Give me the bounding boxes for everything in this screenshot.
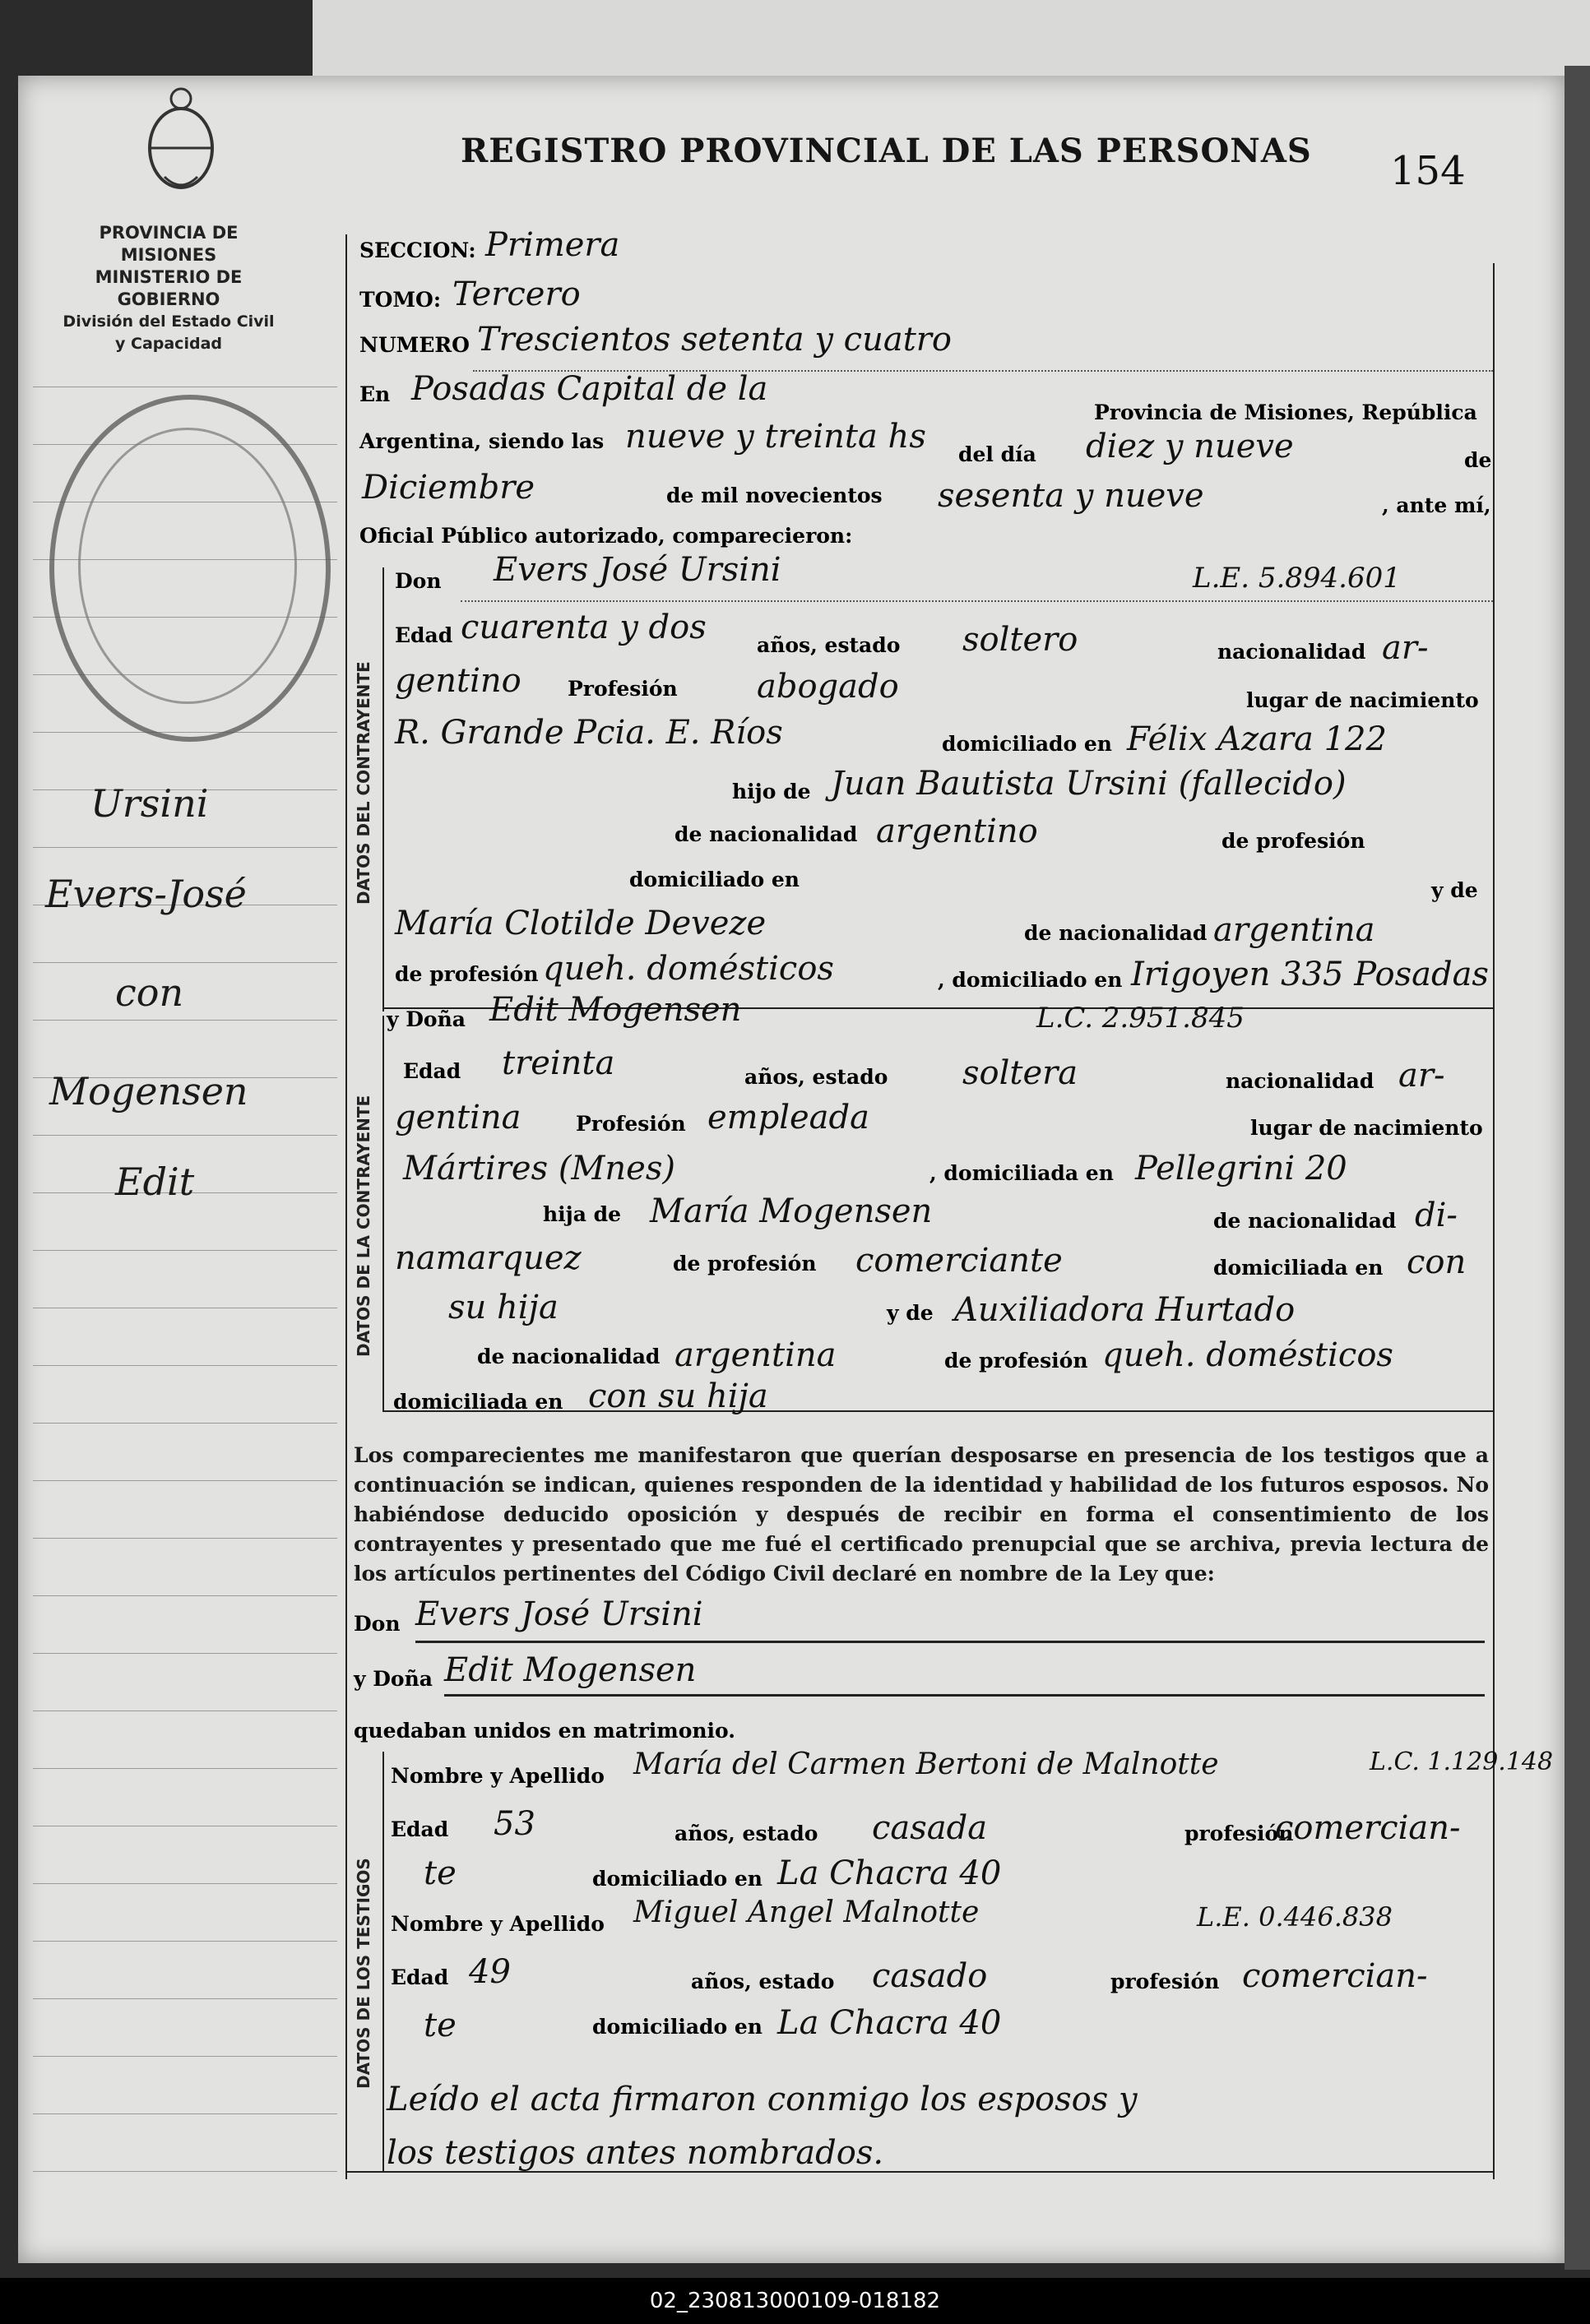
tomo-label: TOMO: [359,288,442,312]
image-id-text: 02_230813000109-018182 [649,2289,941,2313]
groom-edad: cuarenta y dos [461,609,707,646]
groom-name-line [461,600,1493,602]
bride-madre-prof: queh. domésticos [1102,1336,1393,1374]
issuing-authority [49,222,288,355]
bride-padre-prof-label: de profesión [673,1252,817,1275]
decl-dona-name: Edit Mogensen [444,1651,697,1689]
t2-doc: L.E. 0.446.838 [1197,1901,1393,1933]
coat-of-arms-icon [140,82,222,197]
groom-lugar: R. Grande Pcia. E. Ríos [395,714,783,752]
bride-prof-label: Profesión [576,1112,686,1136]
bride-padre-nac-label: de nacionalidad [1213,1209,1397,1233]
groom-madre-nac-label: de nacionalidad [1024,921,1208,945]
bride-madre-dom: con su hija [588,1377,768,1415]
declaration-text: Los comparecientes me manifestaron que querían desposarse en presencia de los testigos que a continuación se indican, quienes responden de la identidad y habilidad de los futuros esposos. No habiéndose deducido oposición y después de recibir en forma el consentimiento de los contrayentes y presentado que me fué el certificado prenupcial que se archiva, previa lectura de los artículos pertinentes del Código Civil declaré en nombre de la Ley que: [354,1443,1489,1586]
decl-don-label: Don [354,1612,401,1636]
bride-padre-dom-cont: su hija [448,1289,559,1326]
page-number: 154 [1390,148,1466,194]
groom-madre-nac: argentina [1213,911,1375,949]
bride-padre-dom-label: domiciliada en [1213,1256,1384,1280]
t2-prof-cont: te [424,2007,457,2044]
groom-madre-prof-label: de profesión [395,962,539,986]
don-label: Don [395,569,442,593]
page-title: REGISTRO PROVINCIAL DE LAS PERSONAS [461,132,1312,170]
groom-estado: soltero [962,621,1078,659]
t2-prof-label: profesión [1110,1970,1220,1993]
bride-padre-nac: di- [1415,1197,1458,1234]
groom-lugar-label: lugar de nacimiento [1246,688,1479,712]
unidos-text: quedaban unidos en matrimonio. [354,1719,735,1743]
groom-madre-prof: queh. domésticos [543,950,834,988]
groom-padre-nac-label: de nacionalidad [674,822,858,846]
t1-label: Nombre y Apellido [391,1764,605,1788]
groom-name: Evers José Ursini [494,551,781,589]
bride-padre-nac-cont: namarquez [395,1239,582,1277]
mil-label: de mil novecientos [666,484,883,507]
groom-yde-label: y de [1431,878,1478,902]
t2-name: Miguel Angel Malnotte [633,1896,980,1929]
bride-nac-label: nacionalidad [1226,1069,1374,1093]
groom-padre: Juan Bautista Ursini (fallecido) [831,765,1347,803]
bride-padre: María Mogensen [650,1192,933,1230]
t2-edad: 49 [469,1953,511,1991]
t1-doc: L.C. 1.129.148 [1370,1748,1554,1776]
bride-dom-label: , domiciliada en [929,1161,1114,1185]
official-stamp-inner [78,428,297,704]
t1-edad-label: Edad [391,1817,449,1841]
bride-padre-dom: con [1407,1243,1467,1281]
en-label: En [359,382,391,406]
t2-label: Nombre y Apellido [391,1912,605,1936]
book-top-edge [313,0,1590,76]
dia-value: diez y nueve [1086,428,1294,465]
bride-padre-prof: comerciante [855,1242,1063,1280]
decl-dona-label: y Doña [354,1667,433,1691]
anio-value: sesenta y nueve [938,477,1204,515]
groom-edad-label: Edad [395,623,453,647]
margin-note-con: con [115,970,184,1015]
groom-domicilio: Félix Azara 122 [1127,720,1387,758]
contrayente-box-left [382,567,384,1012]
groom-dom-label: domiciliado en [942,732,1112,756]
t2-estado: casado [872,1957,988,1995]
argentina-text: Argentina, siendo las [359,429,605,453]
groom-hijo-label: hijo de [732,780,811,803]
margin-note-surname: Ursini [90,781,209,826]
testigos-box-left [382,1752,384,2171]
t1-dom-label: domiciliado en [592,1867,763,1891]
bride-nac: ar- [1398,1057,1445,1095]
bride-madre-nac: argentina [674,1336,837,1374]
book-right-edge [1565,66,1590,2270]
numero-value: Trescientos setenta y cuatro [477,321,952,359]
tomo-value: Tercero [452,275,581,313]
dona-label: y Doña [387,1007,466,1031]
groom-padre-prof-label: de profesión [1221,829,1365,853]
section-label-contrayente: DATOS DEL CONTRAYENTE [354,661,373,905]
groom-madre: María Clotilde Deveze [395,905,767,942]
ministry-name: MINISTERIO DE GOBIERNO [95,267,243,309]
decl-dona-line [444,1694,1485,1697]
bride-edad-label: Edad [403,1059,461,1083]
bride-edad: treinta [502,1044,615,1082]
groom-nac: ar- [1382,629,1429,667]
seccion-value: Primera [485,226,620,264]
t1-name: María del Carmen Bertoni de Malnotte [633,1748,1219,1781]
groom-padre-nac: argentino [876,812,1038,850]
groom-profesion: abogado [757,668,899,706]
t1-estado: casada [872,1809,988,1847]
margin-note-bride-name: Edit [115,1160,195,1204]
en-value: Posadas Capital de la [411,370,768,408]
ante-label: , ante mí, [1382,493,1491,517]
bride-estado: soltera [962,1054,1078,1092]
division-name: División del Estado Civil [63,312,275,331]
province-name: PROVINCIA DE MISIONES [99,223,239,265]
t2-edad-label: Edad [391,1965,449,1989]
oficial-text: Oficial Público autorizado, comparecieron: [359,524,853,548]
bride-anios-estado: años, estado [744,1065,888,1089]
division-name-2: y Capacidad [115,335,222,353]
bride-nac-cont: gentina [395,1099,522,1137]
groom-prof-label: Profesión [568,677,678,701]
closing-line-1: Leído el acta firmaron conmigo los esposos y [387,2081,1138,2118]
bride-name: Edit Mogensen [489,991,742,1029]
t1-prof-cont: te [424,1854,457,1892]
t1-prof: comercian- [1275,1809,1461,1847]
section-label-testigos: DATOS DE LOS TESTIGOS [354,1858,373,2089]
closing-line-2: los testigos antes nombrados. [387,2134,884,2172]
bride-madre-prof-label: de profesión [944,1349,1088,1373]
t2-dom-label: domiciliado en [592,2015,763,2039]
t2-dom: La Chacra 40 [777,2004,1002,2042]
margin-note-given-name: Evers-José [45,872,247,916]
bride-yde-label: y de [887,1301,934,1325]
groom-madre-dom-label: , domiciliado en [938,968,1123,992]
groom-nac-cont: gentino [395,662,522,700]
numero-label: NUMERO [359,333,470,357]
t1-prof-label: profesión [1184,1822,1294,1845]
decl-don-name: Evers José Ursini [415,1595,703,1633]
groom-document: L.E. 5.894.601 [1193,562,1401,595]
bride-madre-dom-label: domiciliada en [393,1390,563,1414]
groom-padre-dom-label: domiciliado en [629,868,800,891]
bride-lugar-label: lugar de nacimiento [1250,1116,1483,1140]
margin-note-bride-surname: Mogensen [49,1069,248,1113]
bride-hija-label: hija de [543,1202,622,1226]
bride-madre: Auxiliadora Hurtado [954,1291,1296,1329]
form-left-border [345,234,347,2179]
bride-lugar: Mártires (Mnes) [403,1150,675,1187]
de-label: de [1464,448,1492,472]
mes-value: Diciembre [362,469,535,507]
decl-don-line [415,1641,1485,1643]
groom-nac-label: nacionalidad [1217,640,1366,664]
del-dia-label: del día [958,442,1036,466]
image-id-bar [0,2278,1590,2324]
bride-profesion: empleada [707,1099,869,1137]
groom-madre-dom: Irigoyen 335 Posadas [1131,956,1489,993]
t1-edad: 53 [494,1805,535,1843]
bride-document: L.C. 2.951.845 [1036,1002,1245,1035]
t1-dom: La Chacra 40 [777,1854,1002,1892]
hora-value: nueve y treinta hs [625,418,926,456]
form-right-border [1493,263,1495,2179]
bride-madre-nac-label: de nacionalidad [477,1345,661,1368]
bride-domicilio: Pellegrini 20 [1135,1150,1347,1187]
t1-anios: años, estado [674,1822,818,1845]
section-label-contrayente-f: DATOS DE LA CONTRAYENTE [354,1095,373,1357]
contrayente-f-box-left [382,1016,384,1410]
provincia-text: Provincia de Misiones, República [1094,400,1477,424]
seccion-label: SECCION: [359,238,476,262]
groom-anios-estado: años, estado [757,633,901,657]
t2-anios: años, estado [691,1970,835,1993]
t2-prof: comercian- [1242,1957,1428,1995]
